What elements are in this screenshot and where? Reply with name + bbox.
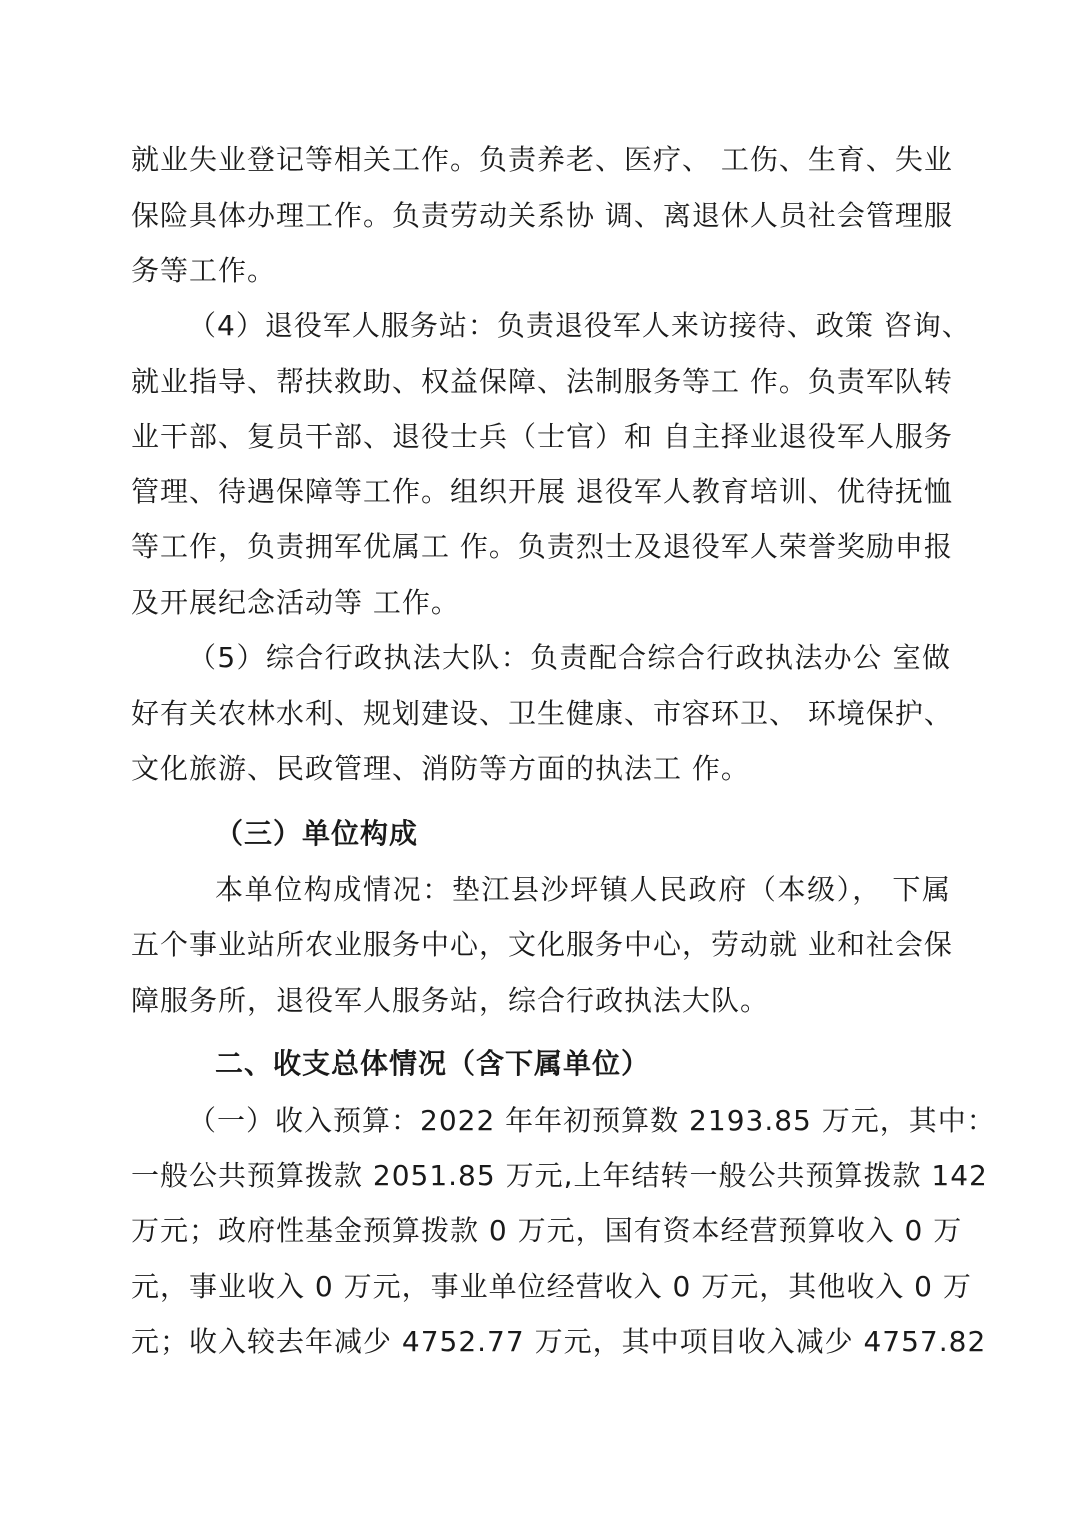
unit-composition-first-line: 本单位构成情况：垫江县沙坪镇人民政府（本级）， 下属 — [215, 873, 951, 906]
body-text-line: 障服务所，退役军人服务站，综合行政执法大队。 — [131, 984, 770, 1017]
body-text-line: 元，事业收入 0 万元，事业单位经营收入 0 万元，其他收入 0 万 — [131, 1270, 972, 1303]
section-4-first-line: （4）退役军人服务站：负责退役军人来访接待、政策 咨询、 — [188, 309, 971, 342]
body-text-line: 文化旅游、民政管理、消防等方面的执法工 作。 — [131, 752, 750, 785]
section-5-first-line: （5）综合行政执法大队：负责配合综合行政执法办公 室做 — [188, 641, 951, 674]
body-text-line: 就业失业登记等相关工作。负责养老、医疗、 工伤、生育、失业 — [131, 143, 953, 176]
body-text-line: 及开展纪念活动等 工作。 — [131, 586, 460, 619]
section-heading-unit-composition: （三）单位构成 — [215, 817, 419, 850]
body-text-line: 好有关农林水利、规划建设、卫生健康、市容环卫、 环境保护、 — [131, 697, 953, 730]
body-text-line: 万元；政府性基金预算拨款 0 万元，国有资本经营预算收入 0 万 — [131, 1214, 963, 1247]
section-heading-revenue-expenditure: 二、收支总体情况（含下属单位） — [215, 1047, 651, 1080]
body-text-line: 就业指导、帮扶救助、权益保障、法制服务等工 作。负责军队转 — [131, 365, 953, 398]
body-text-line: 保险具体办理工作。负责劳动关系协 调、离退休人员社会管理服 — [131, 199, 953, 232]
body-text-line: 业干部、复员干部、退役士兵（士官）和 自主择业退役军人服务 — [131, 420, 953, 453]
body-text-line: 元；收入较去年减少 4752.77 万元，其中项目收入减少 4757.82 — [131, 1325, 987, 1358]
body-text-line: 务等工作。 — [131, 254, 277, 287]
body-text-line: 管理、待遇保障等工作。组织开展 退役军人教育培训、优待抚恤 — [131, 475, 953, 508]
income-budget-first-line: （一）收入预算：2022 年年初预算数 2193.85 万元，其中： — [188, 1104, 996, 1137]
body-text-line: 一般公共预算拨款 2051.85 万元,上年结转一般公共预算拨款 142 — [131, 1159, 988, 1192]
body-text-line: 等工作，负责拥军优属工 作。负责烈士及退役军人荣誉奖励申报 — [131, 530, 953, 563]
body-text-line: 五个事业站所农业服务中心，文化服务中心，劳动就 业和社会保 — [131, 928, 953, 961]
